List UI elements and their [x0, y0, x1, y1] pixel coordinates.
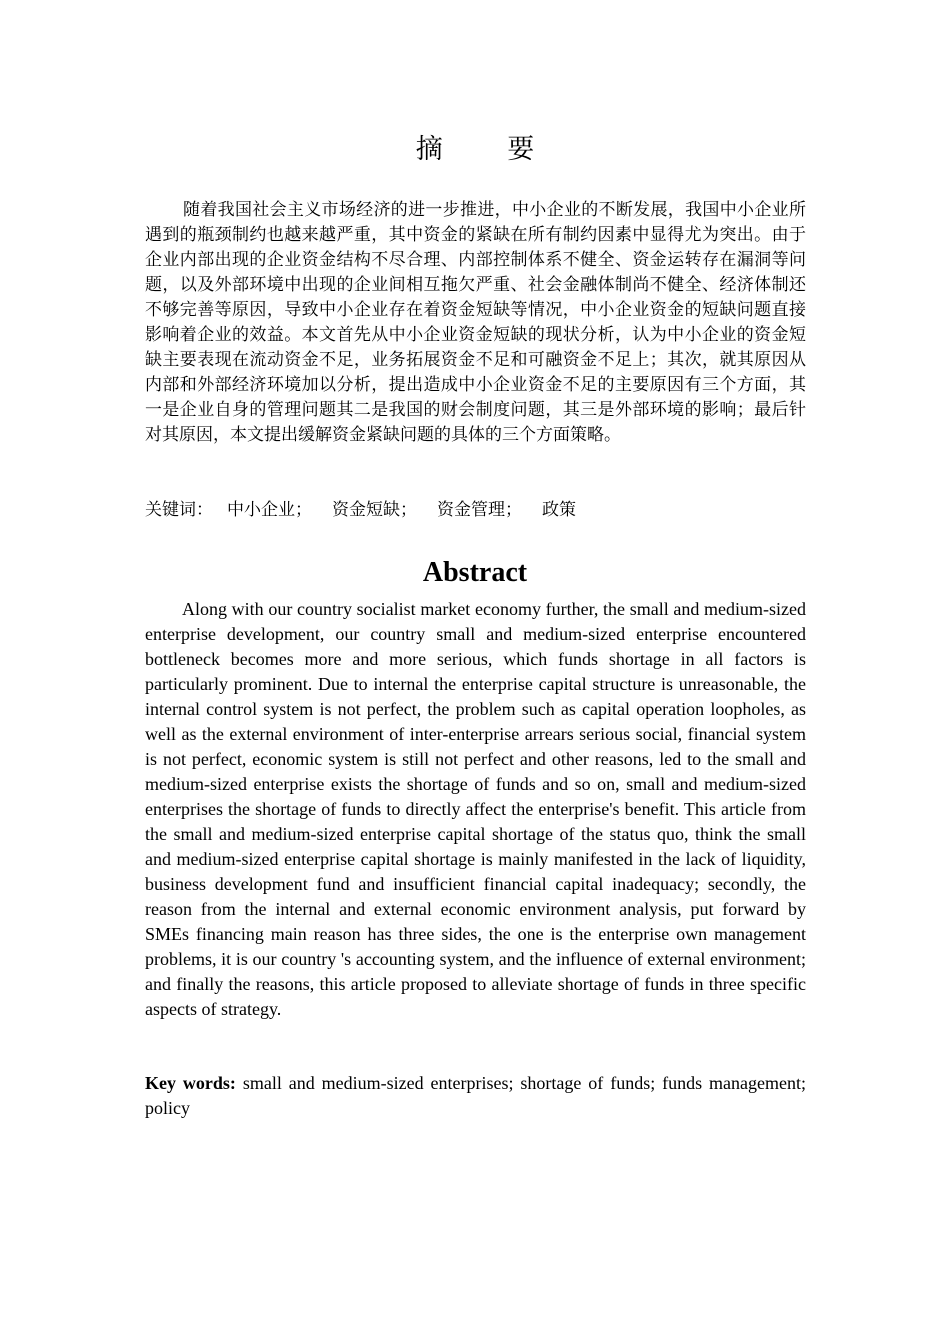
english-abstract-title: Abstract — [422, 557, 528, 588]
chinese-keyword: 中小企业； — [227, 500, 312, 520]
chinese-keyword: 资金管理； — [437, 500, 522, 520]
chinese-keywords — [145, 497, 806, 523]
chinese-abstract-title: 摘 要 — [415, 134, 563, 165]
chinese-keywords-label: 关键词： — [145, 500, 213, 520]
english-keywords — [145, 1071, 806, 1121]
english-keywords-label: Key words: — [145, 1073, 236, 1093]
chinese-keyword: 资金短缺； — [332, 500, 417, 520]
chinese-keyword: 政策 — [542, 500, 576, 520]
chinese-abstract-body: 随着我国社会主义市场经济的进一步推进，中小企业的不断发展，我国中小企业所遇到的瓶颈制约也越来越严重，其中资金的紧缺在所有制约因素中显得尤为突出。由于企业内部出现的企业资金结构不尽合理、内部控制体系不健全、资金运转存在漏洞等问题，以及外部环境中出现的企业间相互拖欠严重、社会金融体制尚不健全、经济体制还不够完善等原因，导致中小企业存在着资金短缺等情况，中小企业资金的短缺问题直接影响着企业的效益。本文首先从中小企业资金短缺的现状分析，认为中小企业的资金短缺主要表现在流动资金不足，业务拓展资金不足和可融资金不足上；其次，就其原因从内部和外部经济环境加以分析，提出造成中小企业资金不足的主要原因有三个方面，其一是企业自身的管理问题其二是我国的财会制度问题，其三是外部环境的影响；最后针对其原因，本文提出缓解资金紧缺问题的具体的三个方面策略。 — [145, 200, 806, 445]
english-keywords-text: small and medium-sized enterprises; shortage of funds; funds management; policy — [145, 1073, 806, 1118]
english-abstract-body: Along with our country socialist market economy further, the small and medium-sized enterprise development, our country small and medium-sized enterprise encountered bottleneck becomes more and more serious, which funds shortage in all factors is particularly prominent. Due to internal the enterprise capital structure is unreasonable, the internal control system is not perfect, the problem such as capital operation loopholes, as well as the external environment of inter-enterprise arrears serious social, financial system is not perfect, economic system is still not perfect and other reasons, led to the small and medium-sized enterprise exists the shortage of funds and so on, small and medium-sized enterprises the shortage of funds to directly affect the enterprise's benefit. This article from the small and medium-sized enterprise capital shortage of the status quo, think the small and medium-sized enterprise capital shortage is mainly manifested in the lack of liquidity, business development fund and insufficient financial capital inadequacy; secondly, the reason from the internal and external economic environment analysis, put forward by SMEs financing main reason has three sides, the one is the enterprise own management problems, it is our country 's accounting system, and the influence of external environment; and finally the reasons, this article proposed to alleviate shortage of funds in three specific aspects of strategy. — [145, 599, 806, 1019]
